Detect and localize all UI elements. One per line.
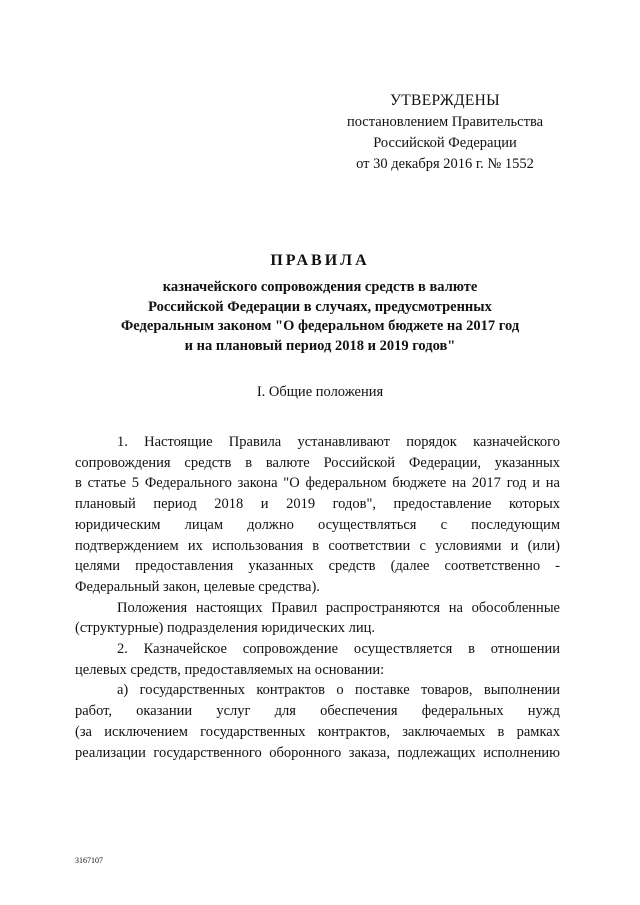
document-body — [75, 432, 560, 763]
body-line: целевых средств, предоставляемых на основании: — [75, 661, 385, 678]
body-line: Положения настоящих Правил распространяются на обособленные — [117, 599, 560, 616]
approval-line-decree: постановлением Правительства — [346, 114, 544, 130]
body-line: работ, оказании услуг для обеспечения федеральных нужд — [75, 703, 560, 720]
document-title: ПРАВИЛА — [270, 252, 370, 269]
subtitle-line: и на плановый период 2018 и 2019 годов" — [184, 337, 456, 354]
body-line: (структурные) подразделения юридических лиц. — [75, 620, 375, 637]
body-line: реализации государственного оборонного заказа, подлежащих исполнению — [75, 744, 560, 761]
subtitle-line: Федеральным законом "О федеральном бюджете на 2017 год — [120, 318, 520, 334]
footer-document-code: 3167107 — [75, 856, 103, 865]
body-line: 2. Казначейское сопровождение осуществляется в отношении — [117, 641, 560, 658]
body-line: Федеральный закон, целевые средства). — [75, 578, 320, 595]
document-subtitle — [60, 278, 580, 356]
body-line: целями предоставления указанных средств (далее соответственно - — [75, 558, 560, 575]
subtitle-line: Российской Федерации в случаях, предусмотренных — [148, 298, 492, 315]
section-heading: I. Общие положения — [256, 384, 384, 400]
body-line: а) государственных контрактов о поставке товаров, выполнении — [117, 682, 560, 699]
approval-block — [330, 90, 560, 175]
approval-line-date-number: от 30 декабря 2016 г. № 1552 — [356, 156, 534, 172]
body-line: (за исключением государственных контрактов, заключаемых в рамках — [75, 723, 560, 740]
body-line: в статье 5 Федерального закона "О федеральном бюджете на 2017 год и на — [75, 475, 560, 492]
body-line: подтверждением их использования в соответствии с условиями и (или) — [75, 537, 560, 554]
subtitle-line: казначейского сопровождения средств в валюте — [162, 279, 478, 295]
body-line: юридическим лицам должно осуществляться с последующим — [75, 516, 560, 533]
body-line: 1. Настоящие Правила устанавливают порядок казначейского — [117, 434, 560, 450]
approval-heading: УТВЕРЖДЕНЫ — [390, 92, 500, 109]
body-line: сопровождения средств в валюте Российской Федерации, указанных — [75, 454, 560, 471]
body-line: плановый период 2018 и 2019 годов", предоставление которых — [75, 496, 560, 513]
approval-line-country: Российской Федерации — [373, 135, 517, 151]
